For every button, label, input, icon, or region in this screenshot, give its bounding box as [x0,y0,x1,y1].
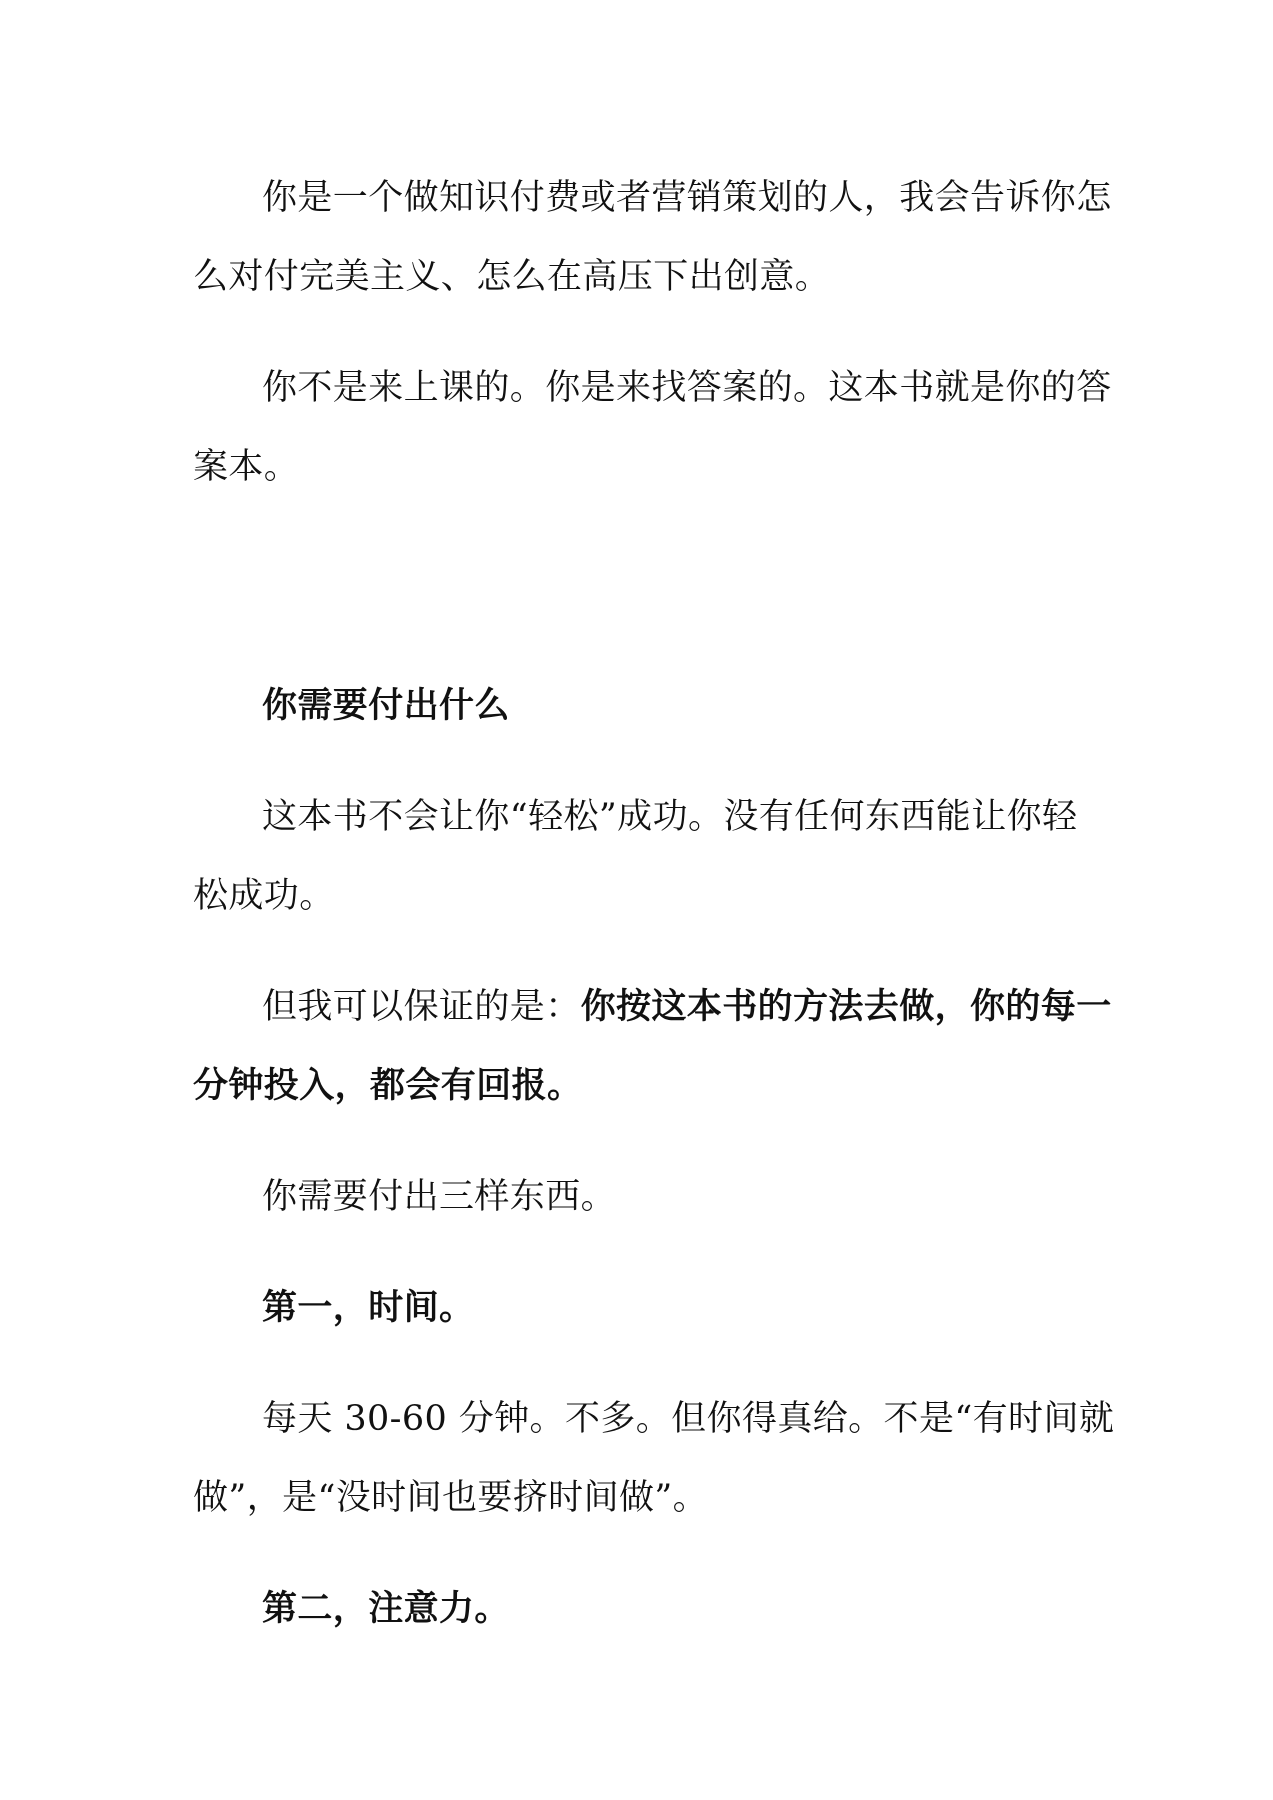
paragraph-intro-line-1: 你是一个做知识付费或者营销策划的人，我会告诉你怎 [262,178,1112,218]
item-heading-time: 第一，时间。 [262,1288,475,1328]
paragraph-answer-line-1: 你不是来上课的。你是来找答案的。这本书就是你的答 [262,368,1112,408]
paragraph-promise-line-2: 分钟投入，都会有回报。 [193,1066,583,1106]
paragraph-time-line-2: 做”，是“没时间也要挤时间做”。 [193,1478,709,1518]
section-heading: 你需要付出什么 [262,686,510,726]
paragraph-effort-line-1: 这本书不会让你“轻松”成功。没有任何东西能让你轻 [262,797,1078,837]
promise-normal-text: 但我可以保证的是： [262,987,581,1027]
paragraph-answer-line-2: 案本。 [193,447,300,487]
paragraph-promise-line-1 [262,985,1152,1029]
item-heading-attention: 第二，注意力。 [262,1589,510,1629]
promise-bold-text: 你按这本书的方法去做，你的每一 [580,987,1112,1027]
paragraph-effort-line-2: 松成功。 [193,876,335,916]
paragraph-three-things: 你需要付出三样东西。 [262,1177,617,1217]
paragraph-intro-line-2: 么对付完美主义、怎么在高压下出创意。 [193,257,831,297]
paragraph-time-line-1: 每天 30-60 分钟。不多。但你得真给。不是“有时间就 [262,1399,1115,1439]
